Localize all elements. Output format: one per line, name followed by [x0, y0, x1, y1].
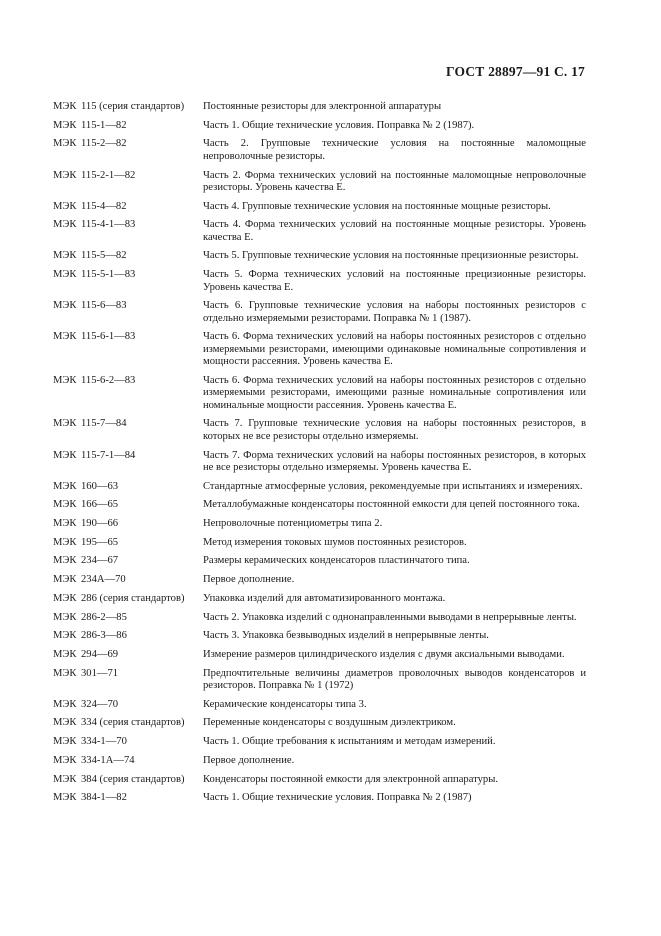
reference-row	[53, 649, 586, 661]
reference-description: Часть 6. Форма технических условий на наборы постоянных резисторов с отдельно измеряемыми резисторами, имеющими одинаковые номинальные сопротивления и мощности рассеяния. Уровень качества Е.	[203, 331, 586, 368]
reference-row	[53, 269, 586, 294]
reference-number: 115-5—82	[81, 250, 127, 262]
reference-prefix: МЭК	[53, 449, 77, 461]
reference-prefix: МЭК	[53, 219, 77, 231]
reference-code	[53, 250, 203, 262]
reference-prefix: МЭК	[53, 667, 77, 679]
reference-description: Часть 7. Форма технических условий на наборы постоянных резисторов, в которых не все резисторы отдельно измеряемы. Уровень качества Е.	[203, 449, 586, 473]
reference-number: 160—63	[81, 480, 119, 492]
reference-prefix: МЭК	[53, 698, 77, 710]
reference-row	[53, 593, 586, 605]
reference-description: Часть 1. Общие требования к испытаниям и методам измерений.	[203, 736, 496, 748]
reference-prefix: МЭК	[53, 119, 77, 131]
reference-row	[53, 518, 586, 530]
reference-description: Метод измерения токовых шумов постоянных резисторов.	[203, 536, 467, 548]
reference-prefix: МЭК	[53, 773, 77, 785]
reference-number: 286 (серия стандартов)	[81, 592, 185, 604]
reference-prefix: МЭК	[53, 499, 77, 511]
reference-description: Переменные конденсаторы с воздушным диэлектриком.	[203, 717, 456, 729]
reference-row	[53, 101, 586, 113]
reference-row	[53, 774, 586, 786]
reference-prefix: МЭК	[53, 792, 77, 804]
reference-row	[53, 612, 586, 624]
reference-prefix: МЭК	[53, 418, 77, 430]
reference-prefix: МЭК	[53, 374, 77, 386]
reference-description: Часть 3. Упаковка безвыводных изделий в непрерывные ленты.	[203, 630, 489, 642]
reference-description: Часть 5. Групповые технические условия на постоянные прецизионные резисторы.	[203, 250, 579, 262]
reference-code	[53, 593, 203, 605]
reference-prefix: МЭК	[53, 648, 77, 660]
reference-number: 115-2-1—82	[81, 169, 136, 181]
reference-code	[53, 300, 203, 325]
reference-description: Часть 2. Упаковка изделий с однонаправленными выводами в непрерывные ленты.	[203, 611, 577, 623]
reference-prefix: МЭК	[53, 518, 77, 530]
reference-code	[53, 138, 203, 163]
reference-code	[53, 219, 203, 244]
reference-description: Первое дополнение.	[203, 574, 295, 586]
reference-prefix: МЭК	[53, 331, 77, 343]
reference-row	[53, 300, 586, 325]
reference-description: Часть 7. Групповые технические условия на наборы постоянных резисторов, в которых не все резисторы отдельно измеряемы.	[203, 418, 586, 442]
reference-code	[53, 418, 203, 443]
reference-code	[53, 120, 203, 132]
reference-number: 166—65	[81, 499, 119, 511]
reference-number: 334 (серия стандартов)	[81, 717, 185, 729]
reference-number: 115-6-1—83	[81, 331, 136, 343]
reference-row	[53, 450, 586, 475]
reference-description: Предпочтительные величины диаметров проволочных выводов конденсаторов и резисторов. Поправка № 1 (1972)	[203, 667, 586, 692]
reference-row	[53, 418, 586, 443]
reference-number: 115-7—84	[81, 418, 127, 430]
reference-code	[53, 537, 203, 549]
reference-row	[53, 699, 586, 711]
reference-number: 384 (серия стандартов)	[81, 773, 185, 785]
reference-prefix: МЭК	[53, 630, 77, 642]
reference-number: 286-3—86	[81, 630, 127, 642]
reference-prefix: МЭК	[53, 536, 77, 548]
reference-code	[53, 450, 203, 475]
reference-row	[53, 555, 586, 567]
reference-prefix: МЭК	[53, 250, 77, 262]
reference-description: Конденсаторы постоянной емкости для электронной аппаратуры.	[203, 773, 498, 785]
reference-number: 334-1—70	[81, 736, 127, 748]
reference-row	[53, 375, 586, 412]
reference-description: Часть 4. Групповые технические условия на постоянные мощные резисторы.	[203, 200, 551, 212]
reference-row	[53, 574, 586, 586]
reference-row	[53, 481, 586, 493]
reference-row	[53, 792, 586, 804]
reference-description: Первое дополнение.	[203, 754, 295, 766]
reference-number: 190—66	[81, 518, 119, 530]
reference-prefix: МЭК	[53, 754, 77, 766]
reference-row	[53, 630, 586, 642]
reference-number: 115-7-1—84	[81, 449, 136, 461]
reference-number: 115-6-2—83	[81, 374, 136, 386]
reference-prefix: МЭК	[53, 555, 77, 567]
reference-prefix: МЭК	[53, 592, 77, 604]
reference-code	[53, 555, 203, 567]
reference-row	[53, 537, 586, 549]
reference-description: Размеры керамических конденсаторов пластинчатого типа.	[203, 555, 470, 567]
reference-code	[53, 668, 203, 693]
reference-number: 115-5-1—83	[81, 269, 136, 281]
reference-row	[53, 250, 586, 262]
reference-code	[53, 774, 203, 786]
reference-number: 234А—70	[81, 574, 126, 586]
reference-number: 301—71	[81, 667, 119, 679]
reference-row	[53, 736, 586, 748]
reference-row	[53, 219, 586, 244]
reference-code	[53, 375, 203, 412]
reference-row	[53, 717, 586, 729]
reference-code	[53, 201, 203, 213]
reference-code	[53, 736, 203, 748]
reference-description: Часть 6. Групповые технические условия на наборы постоянных резисторов с отдельно измеряемыми резисторами. Поправка № 1 (1987).	[203, 300, 586, 324]
reference-description: Часть 6. Форма технических условий на наборы постоянных резисторов с отдельно измеряемыми резисторами, имеющими разные номинальные сопротивления или номинальные мощности рассеяния. Уровень качества Е.	[203, 374, 586, 411]
reference-row	[53, 120, 586, 132]
reference-number: 195—65	[81, 536, 119, 548]
reference-description: Постоянные резисторы для электронной аппаратуры	[203, 101, 442, 112]
reference-code	[53, 755, 203, 767]
reference-prefix: МЭК	[53, 717, 77, 729]
reference-prefix: МЭК	[53, 574, 77, 586]
reference-number: 115-2—82	[81, 138, 127, 150]
reference-code	[53, 699, 203, 711]
reference-code	[53, 331, 203, 368]
reference-number: 234—67	[81, 555, 119, 567]
reference-row	[53, 201, 586, 213]
reference-code	[53, 499, 203, 511]
reference-row	[53, 331, 586, 368]
reference-row	[53, 138, 586, 163]
reference-description: Часть 2. Групповые технические условия на постоянные маломощные непроволочные резисторы.	[203, 138, 586, 162]
reference-prefix: МЭК	[53, 611, 77, 623]
reference-description: Часть 2. Форма технических условий на постоянные маломощные непроволочные резисторы. Уровень качества Е.	[203, 169, 586, 193]
reference-code	[53, 574, 203, 586]
reference-code	[53, 481, 203, 493]
reference-number: 115-4-1—83	[81, 219, 136, 231]
reference-prefix: МЭК	[53, 169, 77, 181]
reference-list	[53, 101, 586, 811]
reference-description: Часть 1. Общие технические условия. Поправка № 2 (1987).	[203, 119, 475, 131]
reference-code	[53, 612, 203, 624]
page-header: ГОСТ 28897—91 С. 17	[446, 64, 585, 79]
reference-code	[53, 170, 203, 195]
reference-code	[53, 269, 203, 294]
reference-description: Часть 5. Форма технических условий на постоянные прецизионные резисторы. Уровень качества Е.	[203, 269, 586, 293]
reference-row	[53, 668, 586, 693]
reference-code	[53, 649, 203, 661]
reference-number: 384-1—82	[81, 792, 127, 804]
reference-number: 115-6—83	[81, 300, 127, 312]
reference-prefix: МЭК	[53, 480, 77, 492]
reference-code	[53, 101, 203, 113]
reference-prefix: МЭК	[53, 101, 77, 112]
reference-number: 115-4—82	[81, 200, 127, 212]
reference-row	[53, 499, 586, 511]
reference-description: Часть 4. Форма технических условий на постоянные мощные резисторы. Уровень качества Е.	[203, 219, 586, 243]
reference-description: Непроволочные потенциометры типа 2.	[203, 518, 383, 530]
reference-number: 334-1А—74	[81, 754, 135, 766]
reference-description: Стандартные атмосферные условия, рекомендуемые при испытаниях и измерениях.	[203, 480, 583, 492]
reference-number: 115-1—82	[81, 119, 127, 131]
reference-number: 294—69	[81, 648, 119, 660]
reference-description: Металлобумажные конденсаторы постоянной емкости для цепей постоянного тока.	[203, 499, 580, 511]
reference-prefix: МЭК	[53, 736, 77, 748]
reference-number: 324—70	[81, 698, 119, 710]
reference-description: Измерение размеров цилиндрического изделия с двумя аксиальными выводами.	[203, 648, 565, 660]
reference-description: Часть 1. Общие технические условия. Поправка № 2 (1987)	[203, 792, 472, 804]
reference-prefix: МЭК	[53, 138, 77, 150]
reference-prefix: МЭК	[53, 269, 77, 281]
reference-number: 286-2—85	[81, 611, 127, 623]
reference-prefix: МЭК	[53, 200, 77, 212]
reference-prefix: МЭК	[53, 300, 77, 312]
reference-number: 115 (серия стандартов)	[81, 101, 185, 112]
reference-description: Керамические конденсаторы типа 3.	[203, 698, 367, 710]
reference-row	[53, 755, 586, 767]
reference-row	[53, 170, 586, 195]
reference-code	[53, 630, 203, 642]
reference-code	[53, 518, 203, 530]
reference-description: Упаковка изделий для автоматизированного монтажа.	[203, 592, 446, 604]
reference-code	[53, 792, 203, 804]
reference-code	[53, 717, 203, 729]
